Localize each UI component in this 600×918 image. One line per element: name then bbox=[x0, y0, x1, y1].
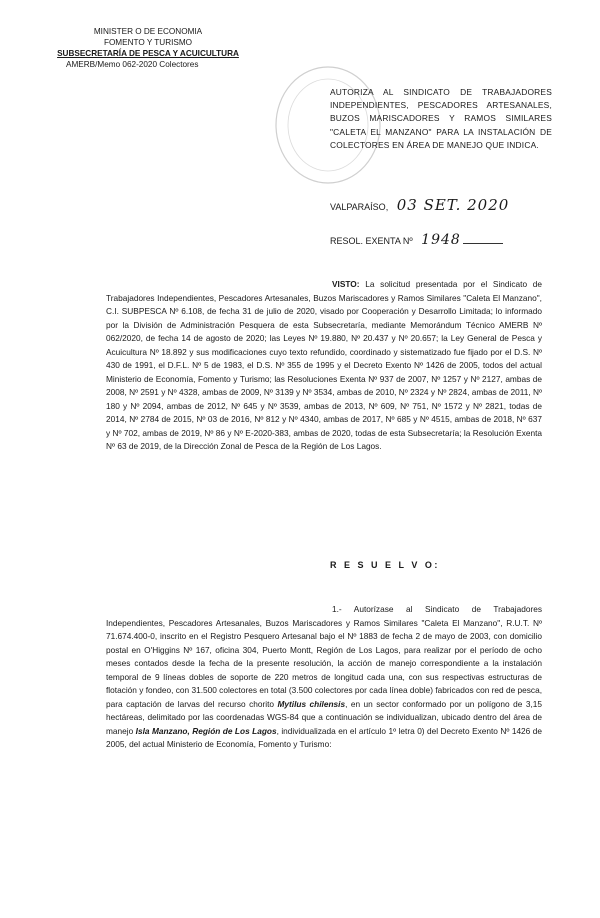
ministry-line-1: MINISTER O DE ECONOMIA bbox=[93, 27, 203, 36]
article-1-text-b: , en un sector conformado por un polígono de 3,15 hectáreas, delimitado por las coordenadas WGS-84 que a continuación se individualizan, ubicado dentro del área de manejo bbox=[106, 698, 542, 736]
memo-reference: AMERB/Memo 062-2020 Colectores bbox=[66, 60, 199, 69]
city: VALPARAÍSO, bbox=[330, 202, 389, 212]
resolution-label: RESOL. EXENTA Nº bbox=[330, 236, 413, 246]
subsecretaria-line: SUBSECRETARÍA DE PESCA Y ACUICULTURA bbox=[57, 49, 239, 58]
resolution-number bbox=[330, 232, 503, 248]
species-name: Mytilus chilensis bbox=[277, 698, 346, 709]
article-1-label: 1.- bbox=[332, 604, 354, 614]
stamped-date: 03 SET. 2020 bbox=[396, 196, 510, 214]
visto-text: La solicitud presentada por el Sindicato de Trabajadores Independientes, Pescadores Artesanales, Buzos Mariscadores y Ramos Similares "Caleta El Manzano", C.I. SUBPESCA Nº 6.108, de fecha 31 de julio de 2020, visado por Cooperación y Desarrollo Limitada; lo informado por la División de Administración Pesquera de esta Subsecretaría, mediante Memorándum Técnico AMERB Nº 062/2020, de fecha 14 de agosto de 2020; las Leyes Nº 19.880, Nº 20.437 y Nº 20.657; la Ley General de Pesca y Acuicultura Nº 18.892 y sus modificaciones cuyo texto refundido, coordinado y sistematizado fue fijado por el D.S. Nº 430 de 1991, el D.F.L. Nº 5 de 1983, el D.S. Nº 355 de 1995 y el Decreto Exento Nº 1426 de 2005, todos del actual Ministerio de Economía, Fomento y Turismo; las Resoluciones Exenta Nº 937 de 2007, Nº 1257 y Nº 2127, ambas de 2008, Nº 2591 y Nº 4328, ambas de 2009, Nº 3139 y Nº 3534, ambas de 2010, Nº 2324 y Nº 2824, ambas de 2011, Nº 180 y Nº 2094, ambas de 2012, Nº 645 y Nº 3539, ambas de 2013, Nº 609, Nº 751, Nº 1572 y Nº 2821, todas de 2014, Nº 2784 de 2015, Nº 03 de 2016, Nº 812 y Nº 4340, ambas de 2017, Nº 685 y Nº 4515, ambas de 2018, Nº 637 y Nº 702, ambas de 2019, Nº 86 y Nº E-2020-383, ambas de 2020, todas de esta Subsecretaría; la Resolución Exenta Nº 63 de 2019, de la Dirección Zonal de Pesca de la Región de Los Lagos. bbox=[106, 279, 542, 451]
resolution-subject: AUTORIZA AL SINDICATO DE TRABAJADORES INDEPENDIENTES, PESCADORES ARTESANALES, BUZOS MARISCADORES Y RAMOS SIMILARES "CALETA EL MANZANO" PARA LA INSTALACIÓN DE COLECTORES EN ÁREA DE MANEJO QUE INDICA. bbox=[330, 87, 552, 150]
article-1-text-a: Autorízase al Sindicato de Trabajadores Independientes, Pescadores Artesanales, Buzos Mariscadores y Ramos Similares "Caleta El Manzano", R.U.T. Nº 71.674.400-0, inscrito en el Registro Pesquero Artesanal bajo el Nº 1883 de fecha 2 de mayo de 2003, con domicilio postal en O'Higgins Nº 167, oficina 304, Puerto Montt, Región de Los Lagos, para realizar por el período de ocho meses contados desde la fecha de la presente resolución, la acción de manejo correspondiente a la instalación temporal de 9 líneas dobles de soporte de 220 metros de longitud cada una, con sus respectivas estructuras de flotación y fondeo, con 31.500 colectores en total (3.500 colectores por cada línea doble) fabricados con red de pesca, para captación de larvas del recurso chorito bbox=[106, 604, 542, 709]
resolution-value: 1948 bbox=[421, 232, 461, 248]
article-1-paragraph bbox=[106, 603, 542, 752]
management-area-name: Isla Manzano, Región de Los Lagos bbox=[135, 725, 277, 736]
place-and-date bbox=[330, 196, 509, 214]
letterhead bbox=[48, 26, 248, 70]
resuelvo-heading: R E S U E L V O: bbox=[330, 560, 440, 570]
ministry-line-2: FOMENTO Y TURISMO bbox=[103, 38, 193, 47]
resolution-underline bbox=[463, 243, 503, 244]
article-1-text-c: , individualizada en el artículo 1º letra 0) del Decreto Exento Nº 1426 de 2005, del actual Ministerio de Economía, Fomento y Turismo: bbox=[106, 725, 542, 749]
visto-paragraph bbox=[106, 278, 542, 454]
visto-label: VISTO: bbox=[332, 279, 360, 289]
